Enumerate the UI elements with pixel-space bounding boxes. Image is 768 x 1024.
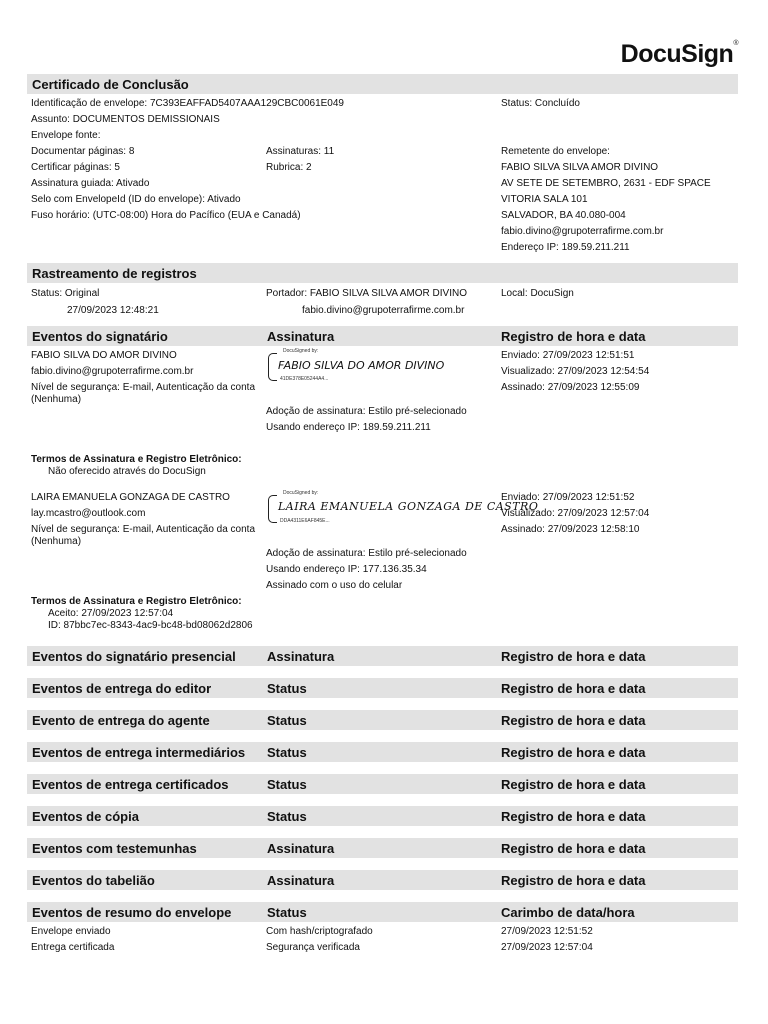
signature-image [268,350,498,382]
signer-security: Nível de segurança: E-mail, Autenticação da conta [31,382,256,393]
summary-time: 27/09/2023 12:51:52 [501,926,593,937]
signature-image [268,490,539,524]
signer-events-col2: Assinatura [267,329,335,344]
initials-count: Rubrica: 2 [266,162,312,173]
signature-id: 41DE378E05244A4... [280,376,329,382]
signer-security-detail: (Nenhuma) [31,394,82,405]
signature-ip: Usando endereço IP: 189.59.211.211 [266,422,431,433]
envelope-id-stamp: Selo com EnvelopeId (ID do envelope): Ativado [31,194,241,205]
section-header: Eventos de entrega certificados Status Registro de hora e data [27,774,738,794]
summary-event: Envelope enviado [31,926,111,937]
signer-email: lay.mcastro@outlook.com [31,508,146,519]
signature-text: LAIRA EMANUELA GONZAGA DE CASTRO [278,500,539,513]
terms-line: Não oferecido através do DocuSign [48,466,206,477]
section-header: Evento de entrega do agente Status Registro de hora e data [27,710,738,730]
terms-id: ID: 87bbc7ec-8343-4ac9-bc48-bd08062d2806 [48,620,253,631]
section-header: Eventos de cópia Status Registro de hora e data [27,806,738,826]
signer-email: fabio.divino@grupoterrafirme.com.br [31,366,194,377]
envelope-id: Identificação de envelope: 7C393EAFFAD5407AAA129CBC0061E049 [31,98,344,109]
tracking-location: Local: DocuSign [501,288,574,299]
signature-adoption: Adoção de assinatura: Estilo pré-selecionado [266,548,467,559]
summary-status: Com hash/criptografado [266,926,373,937]
docusign-logo: DocuSign® [620,40,738,68]
tracking-title: Rastreamento de registros [32,266,197,281]
signer-signed: Assinado: 27/09/2023 12:58:10 [501,524,640,535]
signer-events-col3: Registro de hora e data [501,329,646,344]
envelope-source: Envelope fonte: [31,130,101,141]
signer-name: LAIRA EMANUELA GONZAGA DE CASTRO [31,492,230,503]
sender-email: fabio.divino@grupoterrafirme.com.br [501,226,664,237]
sender-address-3: SALVADOR, BA 40.080-004 [501,210,626,221]
signature-bracket [268,353,277,381]
tracking-holder: Portador: FABIO SILVA SILVA AMOR DIVINO [266,288,468,299]
signer-events-header [27,326,738,346]
summary-event: Entrega certificada [31,942,115,953]
terms-title: Termos de Assinatura e Registro Eletrônico: [31,596,242,607]
signer-name: FABIO SILVA DO AMOR DIVINO [31,350,177,361]
summary-col3: Carimbo de data/hora [501,905,635,920]
sender-ip: Endereço IP: 189.59.211.211 [501,242,630,253]
sender-name: FABIO SILVA SILVA AMOR DIVINO [501,162,659,173]
signature-adoption: Adoção de assinatura: Estilo pré-selecionado [266,406,467,417]
section-header: Eventos de entrega do editor Status Registro de hora e data [27,678,738,698]
section-header: Eventos do tabelião Assinatura Registro de hora e data [27,870,738,890]
tracking-date: 27/09/2023 12:48:21 [67,305,159,316]
signer-viewed: Visualizado: 27/09/2023 12:57:04 [501,508,650,519]
signer-events-col1: Eventos do signatário [32,329,168,344]
summary-col2: Status [267,905,307,920]
terms-title: Termos de Assinatura e Registro Eletrônico: [31,454,242,465]
signer-security: Nível de segurança: E-mail, Autenticação da conta [31,524,256,535]
signer-security-detail: (Nenhuma) [31,536,82,547]
signature-text: FABIO SILVA DO AMOR DIVINO [278,359,445,372]
sender-label: Remetente do envelope: [501,146,610,157]
signature-mobile: Assinado com o uso do celular [266,580,403,591]
sender-address-1: AV SETE DE SETEMBRO, 2631 - EDF SPACE [501,178,711,189]
sender-address-2: VITORIA SALA 101 [501,194,588,205]
envelope-status: Status: Concluído [501,98,580,109]
section-header: Eventos do signatário presencial Assinatura Registro de hora e data [27,646,738,666]
guided-signing: Assinatura guiada: Ativado [31,178,150,189]
signer-signed: Assinado: 27/09/2023 12:55:09 [501,382,640,393]
tracking-holder-email: fabio.divino@grupoterrafirme.com.br [302,305,465,316]
certificate-header [27,74,738,94]
signer-sent: Enviado: 27/09/2023 12:51:52 [501,492,635,503]
tracking-header [27,263,738,283]
signature-label: DocuSigned by: [283,490,319,496]
summary-time: 27/09/2023 12:57:04 [501,942,593,953]
signature-count: Assinaturas: 11 [266,146,335,157]
signer-viewed: Visualizado: 27/09/2023 12:54:54 [501,366,650,377]
signature-bracket [268,495,277,523]
timezone: Fuso horário: (UTC-08:00) Hora do Pacífico (EUA e Canadá) [31,210,301,221]
certificate-title: Certificado de Conclusão [32,77,189,92]
signature-label: DocuSigned by: [283,348,319,354]
section-header: Eventos de entrega intermediários Status Registro de hora e data [27,742,738,762]
terms-accepted: Aceito: 27/09/2023 12:57:04 [48,608,174,619]
summary-col1: Eventos de resumo do envelope [32,905,232,920]
envelope-subject: Assunto: DOCUMENTOS DEMISSIONAIS [31,114,220,125]
summary-header [27,902,738,922]
signature-id: DDA4311E6AF845E... [280,518,330,524]
signature-ip: Usando endereço IP: 177.136.35.34 [266,564,427,575]
signer-sent: Enviado: 27/09/2023 12:51:51 [501,350,635,361]
doc-pages: Documentar páginas: 8 [31,146,135,157]
section-header: Eventos com testemunhas Assinatura Registro de hora e data [27,838,738,858]
tracking-status: Status: Original [31,288,100,299]
cert-pages: Certificar páginas: 5 [31,162,120,173]
summary-status: Segurança verificada [266,942,360,953]
